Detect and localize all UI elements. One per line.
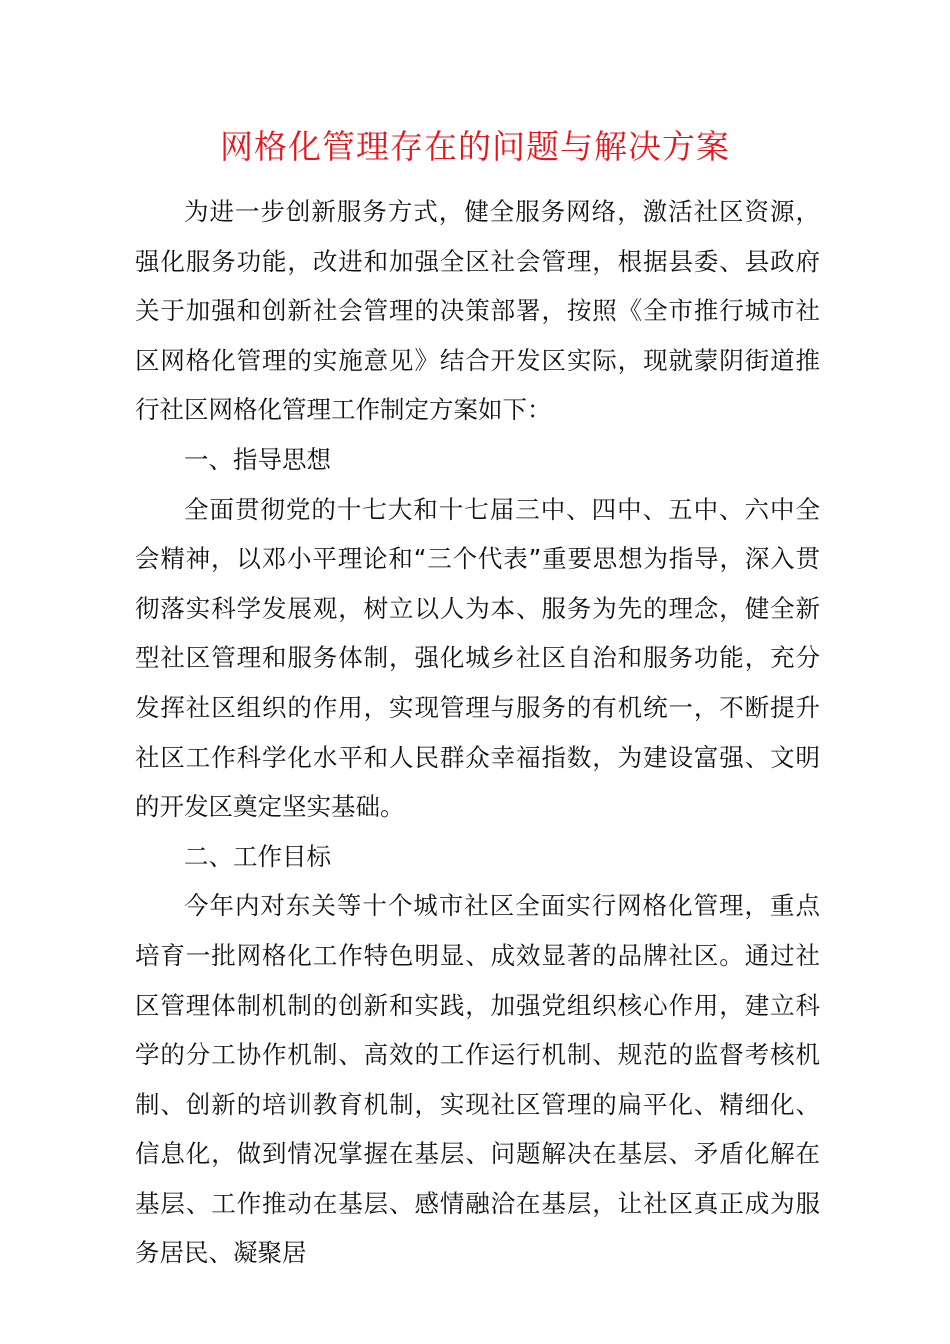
document-body <box>135 187 820 1278</box>
section-heading-work-goals: 二、工作目标 <box>184 841 331 871</box>
work-goals-paragraph: 今年内对东关等十个城市社区全面实行网格化管理，重点培育一批网格化工作特色明显、成效显著的品牌社区。通过社区管理体制机制的创新和实践，加强党组织核心作用，建立科学的分工协作机制、高效的工作运行机制、规范的监督考核机制、创新的培训教育机制，实现社区管理的扁平化、精细化、信息化，做到情况掌握在基层、问题解决在基层、矛盾化解在基层、工作推动在基层、感情融洽在基层，让社区真正成为服务居民、凝聚居 <box>135 891 820 1268</box>
section-heading-guiding-ideology: 一、指导思想 <box>184 444 331 474</box>
guiding-ideology-paragraph: 全面贯彻党的十七大和十七届三中、四中、五中、六中全会精神，以邓小平理论和“三个代表”重要思想为指导，深入贯彻落实科学发展观，树立以人为本、服务为先的理念，健全新型社区管理和服务体制，强化城乡社区自治和服务功能，充分发挥社区组织的作用，实现管理与服务的有机统一，不断提升社区工作科学化水平和人民群众幸福指数，为建设富强、文明的开发区奠定坚实基础。 <box>135 494 820 822</box>
document-title: 网格化管理存在的问题与解决方案 <box>220 127 730 166</box>
intro-paragraph: 为进一步创新服务方式，健全服务网络，激活社区资源，强化服务功能，改进和加强全区社会管理，根据县委、县政府关于加强和创新社会管理的决策部署，按照《全市推行城市社区网格化管理的实施意见》结合开发区实际，现就蒙阴街道推行社区网格化管理工作制定方案如下： <box>135 197 820 425</box>
